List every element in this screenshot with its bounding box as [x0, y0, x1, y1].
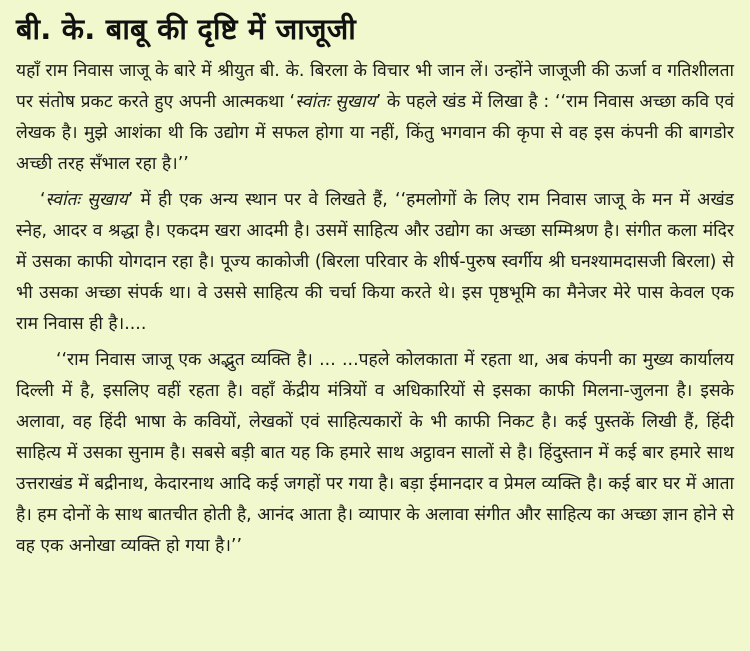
- paragraph-2-text-start: ‘: [40, 190, 46, 210]
- page-title: बी. के. बाबू की दृष्टि में जाजूजी: [16, 12, 356, 46]
- paragraph-1: [16, 56, 734, 180]
- paragraph-2: [16, 185, 734, 340]
- paragraph-3: ‘‘राम निवास जाजू एक अद्भुत व्यक्ति है। ... ...पहले कोलकाता में रहता था, अब कंपनी का मुख्य कार्यालय दिल्ली में है, इसलिए वहीं रहता है। वहाँ केंद्रीय मंत्रियों व अधिकारियों से इसका काफी मिलना-जुलना है। इसके अलावा, वह हिंदी भाषा के कवियों, लेखकों एवं साहित्यकारों के भी काफी निकट है। कई पुस्तकें लिखी हैं, हिंदी साहित्य में उसका सुनाम है। सबसे बड़ी बात यह कि हमारे साथ अट्ठावन सालों से है। हिंदुस्तान में कई बार हमारे साथ उत्तराखंड में बद्रीनाथ, केदारनाथ आदि कई जगहों पर गया है। बड़ा ईमानदार व प्रेमल व्यक्ति है। कई बार घर में आता है। हम दोनों के साथ बातचीत होती है, आनंद आता है। व्यापार के अलावा संगीत और साहित्य का अच्छा ज्ञान होने से वह एक अनोखा व्यक्ति हो गया है।’’: [16, 350, 734, 556]
- paragraph-1-text-end: ’ के पहले खंड में लिखा है : ‘‘राम निवास अच्छा कवि एवं लेखक है। मुझे आशंका थी कि उद्योग में सफल होगा या नहीं, किंतु भगवान की कृपा से वह इस कंपनी की बागडोर अच्छी तरह सँभाल रहा है।’’: [16, 92, 735, 174]
- book-title: स्वांतः सुखाय: [45, 190, 128, 210]
- paragraph-2-text-end: ’ में ही एक अन्य स्थान पर वे लिखते हैं, ‘‘हमलोगों के लिए राम निवास जाजू के मन में अखंड स्नेह, आदर व श्रद्धा है। एकदम खरा आदमी है। उसमें साहित्य और उद्योग का अच्छा सम्मिश्रण है। संगीत कला मंदिर में उसका काफी योगदान रहा है। पूज्य काकोजी (बिरला परिवार के शीर्ष-पुरुष स्वर्गीय श्री घनश्यामदासजी बिरला) से भी उसका अच्छा संपर्क था। वे उससे साहित्य की चर्चा किया करते थे। इस पृष्ठभूमि का मैनेजर मेरे पास केवल एक राम निवास ही है।....: [16, 190, 734, 334]
- paragraph-1-text-start: यहाँ राम निवास जाजू के बारे में श्रीयुत बी. के. बिरला के विचार भी जान लें। उन्होंने जाजूजी की ऊर्जा व गतिशीलता पर संतोष प्रकट करते हुए अपनी आत्मकथा ‘: [16, 61, 734, 112]
- book-title: स्वांतः सुखाय: [295, 92, 376, 112]
